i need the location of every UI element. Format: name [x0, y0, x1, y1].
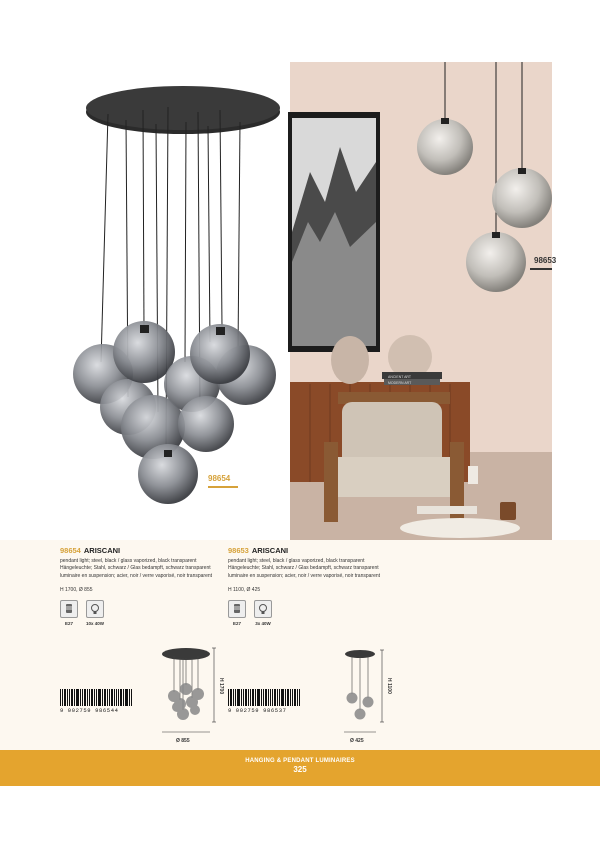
product-title — [228, 548, 398, 555]
product-title — [60, 548, 230, 555]
desc-fr: luminaire en suspension; acier, noir / verre vaporisé, noir transparent — [228, 572, 381, 579]
photo-code-underline — [530, 268, 552, 270]
socket-label: E27 — [232, 620, 241, 626]
room-scene-illustration — [290, 62, 552, 540]
power-label: 3x 40W — [255, 620, 271, 626]
drawing-diameter: Ø 425 — [350, 738, 364, 744]
desc-de: Hängeleuchte; Stahl, schwarz / Glas bedampft, schwarz transparent — [60, 565, 211, 571]
spec-icons — [228, 600, 398, 618]
technical-drawing-98653 — [330, 640, 400, 750]
bulb-socket-icon — [228, 600, 246, 618]
power-label: 10x 40W — [86, 620, 105, 626]
barcode-bars — [60, 689, 150, 706]
drawing-diameter: Ø 855 — [176, 738, 190, 744]
book-title-ancient: ANCIENT ART — [388, 375, 412, 379]
product-name: ARISCANI — [251, 546, 289, 555]
drawing-height: H 1700 — [218, 678, 224, 695]
spec-labels — [228, 621, 398, 628]
product-code: 98654 — [60, 546, 81, 555]
footer-category: HANGING & PENDANT LUMINAIRES — [245, 758, 355, 764]
desc-en: pendant light; steel, black / glass vaporized, black transparent — [60, 557, 197, 564]
dimensions: H 1100, Ø 425 — [228, 587, 261, 593]
page-footer — [0, 750, 600, 786]
product-98654 — [60, 548, 230, 627]
pendant-cluster-illustration — [48, 62, 290, 540]
barcode-number: 9 002759 986544 — [60, 707, 119, 714]
barcode-number: 9 002759 986537 — [228, 707, 287, 714]
spec-labels — [60, 621, 230, 628]
room-photo-98653 — [290, 62, 557, 540]
drawing-height: H 1100 — [386, 678, 392, 694]
photo-code-98654: 98654 — [208, 474, 231, 483]
product-code: 98653 — [228, 546, 249, 555]
bulb-socket-icon — [60, 600, 78, 618]
desc-fr: luminaire en suspension; acier, noir / verre vaporisé, noir transparent — [60, 572, 213, 579]
product-photo-98654 — [48, 62, 290, 540]
spec-icons — [60, 600, 230, 618]
dimensions: H 1700, Ø 855 — [60, 587, 93, 593]
photo-code-98653: 98653 — [534, 256, 557, 265]
socket-label: E27 — [64, 620, 73, 626]
desc-en: pendant light; steel, black / glass vaporized, black transparent — [228, 557, 365, 564]
barcode-bars — [228, 689, 318, 706]
light-bulb-icon — [254, 600, 272, 618]
technical-drawing-98654 — [150, 640, 230, 750]
product-98653 — [228, 548, 398, 627]
barcode-98654 — [60, 689, 150, 715]
product-name: ARISCANI — [83, 546, 121, 555]
book-title-modern: MODERN ART — [388, 381, 412, 385]
page-number: 325 — [293, 765, 307, 774]
desc-de: Hängeleuchte; Stahl, schwarz / Glas bedampft, schwarz transparent — [228, 565, 379, 571]
barcode-98653 — [228, 689, 318, 715]
light-bulb-icon — [86, 600, 104, 618]
product-info-strip — [0, 540, 600, 750]
photo-code-underline — [208, 486, 238, 488]
